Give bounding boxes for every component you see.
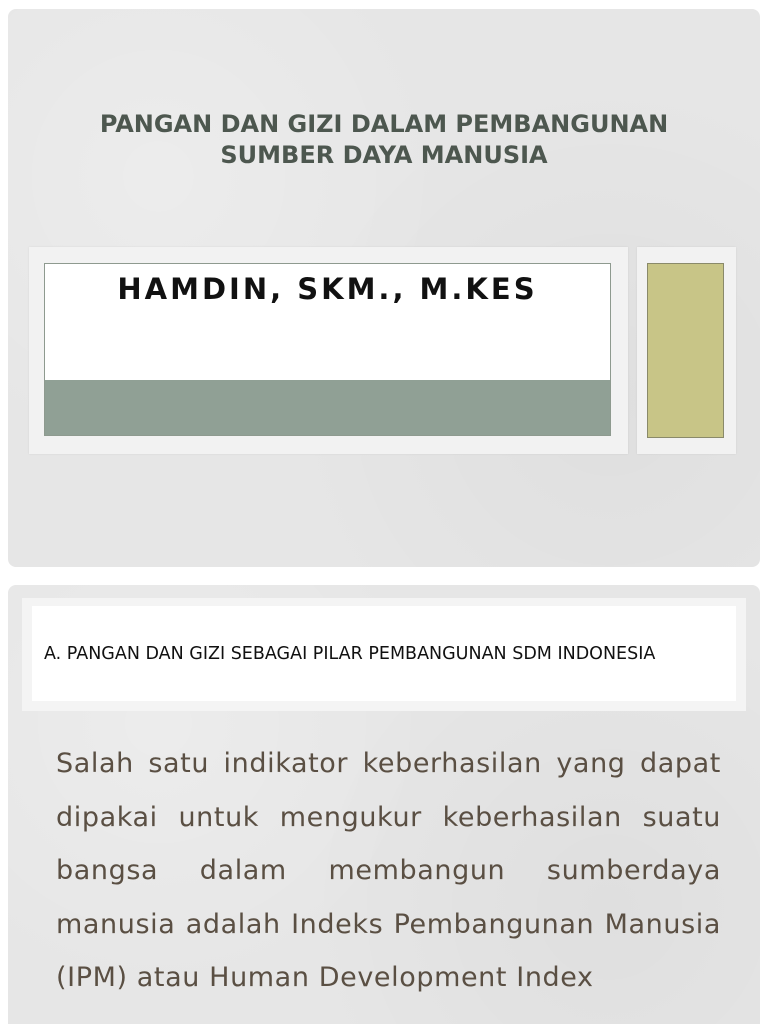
body-paragraph: Salah satu indikator keberhasilan yang dapat dipakai untuk mengukur keberhasilan suatu bangsa dalam membangun sumberdaya manusia adalah Indeks Pembangunan Manusia (IPM) atau Human Development Index — [56, 748, 721, 993]
accent-frame — [637, 247, 736, 454]
author-color-band — [45, 380, 610, 435]
heading-box — [32, 606, 736, 701]
accent-color-block — [647, 263, 724, 438]
content-slide — [8, 585, 760, 1024]
title-slide — [8, 9, 760, 567]
author-name: HAMDIN, SKM., M.KES — [117, 272, 538, 306]
heading-frame — [22, 598, 746, 711]
author-box — [44, 263, 611, 436]
section-heading: A. PANGAN DAN GIZI SEBAGAI PILAR PEMBANGUNAN SDM INDONESIA — [44, 643, 656, 664]
author-frame — [29, 247, 628, 454]
slide-title-line-2: SUMBER DAYA MANUSIA — [220, 141, 548, 169]
slide-title — [48, 109, 720, 171]
slide-title-line-1: PANGAN DAN GIZI DALAM PEMBANGUNAN — [99, 110, 669, 138]
